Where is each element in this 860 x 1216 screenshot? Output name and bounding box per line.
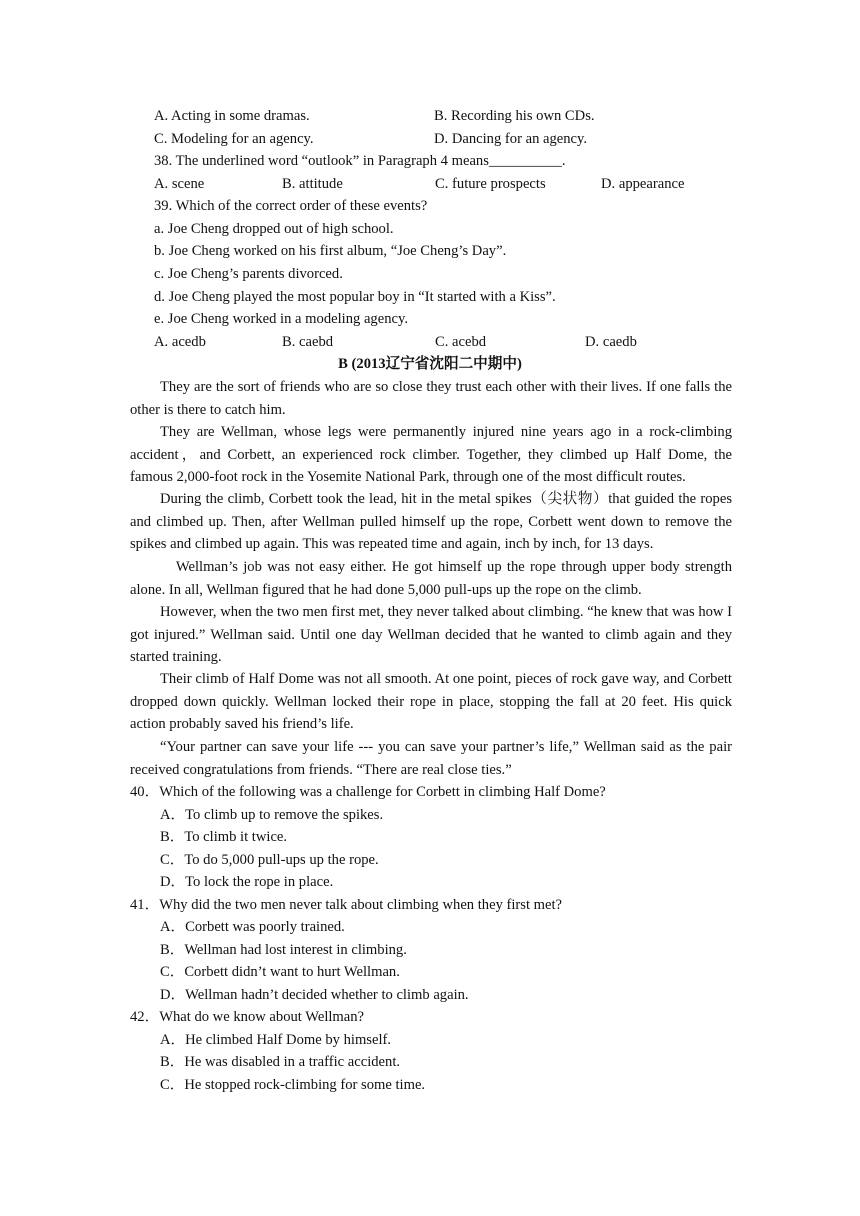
- passage-paragraph: [130, 421, 732, 489]
- q38-option-d: D. appearance: [601, 176, 685, 192]
- q39-stem: 39. Which of the correct order of these events?: [154, 198, 428, 214]
- passage-paragraph: [130, 376, 732, 421]
- q39-event-e: e. Joe Cheng worked in a modeling agency.: [154, 311, 408, 327]
- passage-paragraph-text: Their climb of Half Dome was not all smooth. At one point, pieces of rock gave way, and Corbett dropped down quickly. Wellman locked their rope in place, stopping the fall at 20 feet. His quick action probably saved his friend’s life.: [130, 671, 732, 732]
- passage-paragraph: [130, 556, 736, 601]
- q40-option-c: C．To do 5,000 pull-ups up the rope.: [160, 852, 379, 868]
- q40-option-a: A．To climb up to remove the spikes.: [160, 807, 384, 823]
- passage-paragraph-text: However, when the two men first met, they never talked about climbing. “he knew that was how I got injured.” Wellman said. Until one day Wellman decided that he wanted to climb again and they started training.: [130, 604, 732, 665]
- q41-option-b: B．Wellman had lost interest in climbing.: [160, 942, 407, 958]
- q38-option-c: C. future prospects: [435, 176, 546, 192]
- section-b-heading: B (2013辽宁省沈阳二中期中): [338, 356, 522, 372]
- q41-option-d: D．Wellman hadn’t decided whether to climb again.: [160, 987, 469, 1003]
- q39-option-a: A. acedb: [154, 334, 206, 350]
- q39-event-d: d. Joe Cheng played the most popular boy in “It started with a Kiss”.: [154, 289, 556, 305]
- q40-option-d: D．To lock the rope in place.: [160, 874, 334, 890]
- q39-option-b: B. caebd: [282, 334, 334, 350]
- q41-option-a: A．Corbett was poorly trained.: [160, 919, 345, 935]
- passage-paragraph-text: During the climb, Corbett took the lead, hit in the metal spikes（尖状物）that guided the ropes and climbed up. Then, after Wellman pulled himself up the rope, Corbett went down to remove the spikes and climbed up again. This was repeated time and again, inch by inch, for 13 days.: [130, 491, 732, 552]
- q42-option-c: C．He stopped rock-climbing for some time.: [160, 1077, 426, 1093]
- passage-paragraph: [130, 668, 732, 736]
- q38-option-a: A. scene: [154, 176, 205, 192]
- q38-stem: 38. The underlined word “outlook” in Paragraph 4 means__________.: [154, 153, 566, 169]
- q41-option-c: C．Corbett didn’t want to hurt Wellman.: [160, 964, 400, 980]
- passage-paragraph: [130, 488, 732, 556]
- passage-paragraph-text: “Your partner can save your life --- you can save your partner’s life,” Wellman said as the pair received congratulations from friends. “There are real close ties.”: [130, 739, 732, 778]
- q40-stem: 40．Which of the following was a challenge for Corbett in climbing Half Dome?: [130, 784, 606, 800]
- q42-option-a: A．He climbed Half Dome by himself.: [160, 1032, 392, 1048]
- q39-event-a: a. Joe Cheng dropped out of high school.: [154, 221, 394, 237]
- q39-option-d: D. caedb: [585, 334, 637, 350]
- passage-paragraph-text: They are the sort of friends who are so close they trust each other with their lives. If one falls the other is there to catch him.: [130, 379, 732, 418]
- q39-option-c: C. acebd: [435, 334, 487, 350]
- q37-option-d: D. Dancing for an agency.: [434, 131, 588, 147]
- q39-event-c: c. Joe Cheng’s parents divorced.: [154, 266, 343, 282]
- passage-paragraph: [130, 601, 732, 669]
- q42-stem: 42．What do we know about Wellman?: [130, 1009, 365, 1025]
- q37-option-a: A. Acting in some dramas.: [154, 108, 310, 124]
- q37-option-b: B. Recording his own CDs.: [434, 108, 595, 124]
- q37-option-c: C. Modeling for an agency.: [154, 131, 314, 147]
- q39-event-b: b. Joe Cheng worked on his first album, “Joe Cheng’s Day”.: [154, 243, 507, 259]
- passage-paragraph-text: They are Wellman, whose legs were permanently injured nine years ago in a rock-climbing accident，and Corbett, an experienced rock climber. Together, they climbed up Half Dome, the famous 2,000-foot rock in the Yosemite National Park, through one of the most difficult routes.: [130, 424, 732, 485]
- passage-paragraph-text: Wellman’s job was not easy either. He got himself up the rope through upper body strength alone. In all, Wellman figured that he had done 5,000 pull-ups up the rope on the climb.: [130, 559, 736, 598]
- q41-stem: 41．Why did the two men never talk about climbing when they first met?: [130, 897, 563, 913]
- q42-option-b: B．He was disabled in a traffic accident.: [160, 1054, 401, 1070]
- passage-paragraph: [130, 736, 732, 781]
- q38-option-b: B. attitude: [282, 176, 343, 192]
- q40-option-b: B．To climb it twice.: [160, 829, 288, 845]
